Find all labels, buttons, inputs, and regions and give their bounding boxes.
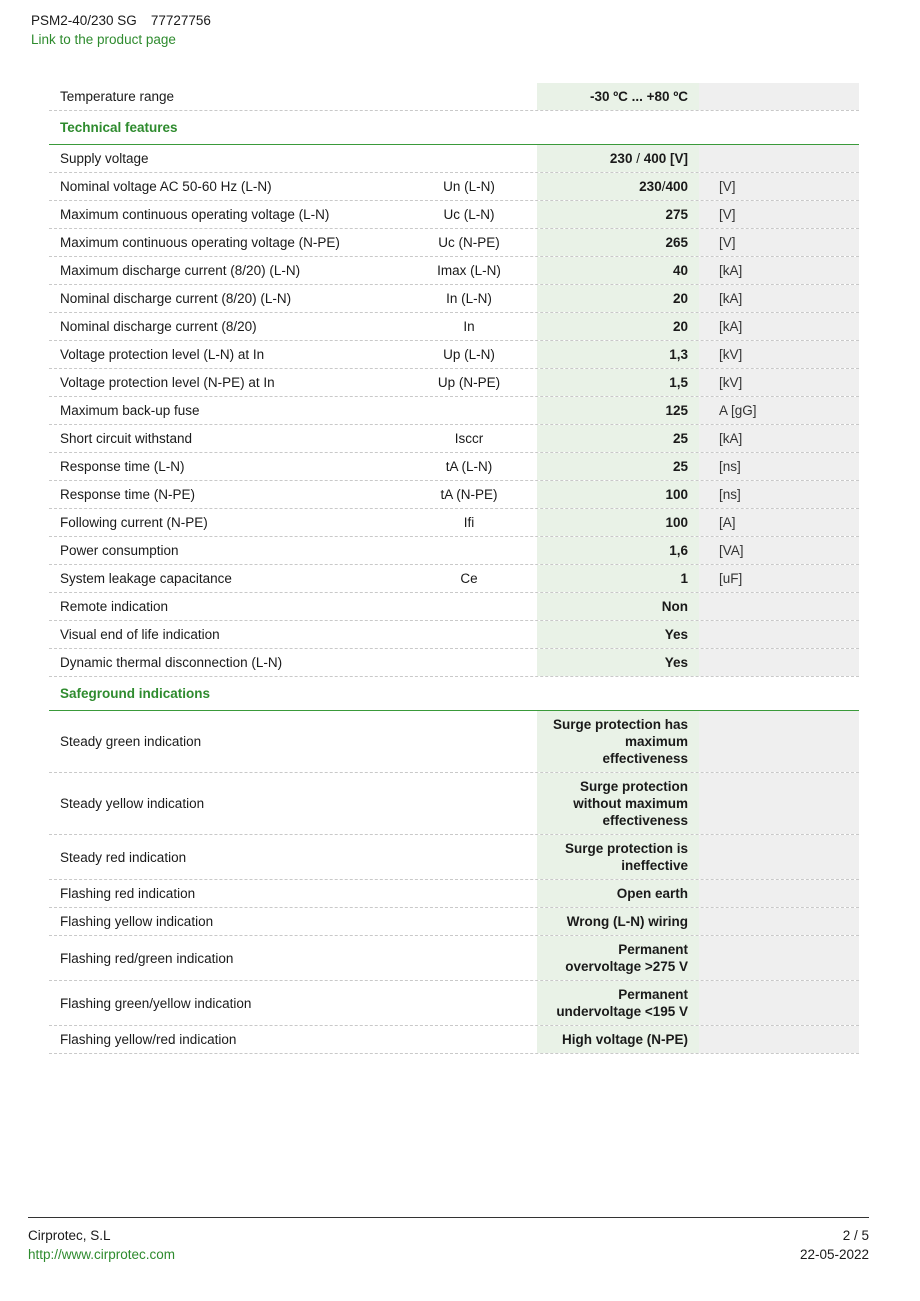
document-header: [31, 12, 211, 50]
indication-value: Surge protection without maximum effectiveness: [537, 773, 699, 834]
page-number: 2 / 5: [842, 1228, 869, 1243]
spec-row: [49, 621, 859, 649]
indication-row: [49, 773, 859, 835]
spec-value: Yes: [537, 621, 699, 648]
indication-label: Steady green indication: [60, 734, 202, 749]
spec-row: [49, 397, 859, 425]
indication-symbol: [401, 880, 537, 907]
indication-unit: [699, 1026, 859, 1053]
spec-label: Maximum back-up fuse: [60, 403, 200, 418]
spec-unit: [699, 83, 859, 110]
spec-label: Maximum discharge current (8/20) (L-N): [60, 263, 301, 278]
supply-voltage-row: [49, 145, 859, 173]
indication-symbol: [401, 936, 537, 980]
spec-unit: [699, 649, 859, 676]
supply-voltage-separator: /: [632, 151, 644, 166]
spec-symbol: [401, 83, 537, 110]
spec-label: Short circuit withstand: [60, 431, 193, 446]
spec-symbol: Up (N-PE): [437, 375, 501, 390]
spec-row: [49, 313, 859, 341]
indication-label: Flashing red indication: [60, 886, 196, 901]
indication-symbol: [401, 908, 537, 935]
spec-unit: [699, 145, 859, 172]
technical-features-heading: Technical features: [49, 111, 859, 145]
spec-row: [49, 257, 859, 285]
indication-symbol: [401, 711, 537, 772]
spec-unit: [kA]: [699, 285, 859, 312]
indication-unit: [699, 936, 859, 980]
spec-symbol: Up (L-N): [443, 347, 495, 362]
spec-symbol: Uc (N-PE): [438, 235, 500, 250]
indication-symbol: [401, 835, 537, 879]
spec-label: Nominal discharge current (8/20) (L-N): [60, 291, 292, 306]
footer-divider: [28, 1217, 869, 1218]
indication-label: Steady yellow indication: [60, 796, 205, 811]
spec-unit: [kV]: [699, 369, 859, 396]
indication-value: Wrong (L-N) wiring: [537, 908, 699, 935]
spec-unit: [A]: [699, 509, 859, 536]
spec-value: 25: [537, 425, 699, 452]
spec-unit: [V]: [699, 173, 859, 200]
spec-row: [49, 649, 859, 677]
spec-value: 125: [537, 397, 699, 424]
indication-unit: [699, 835, 859, 879]
spec-unit: [699, 593, 859, 620]
spec-value: [537, 173, 699, 200]
spec-unit: [ns]: [699, 481, 859, 508]
nominal-voltage-value-a: 230: [639, 179, 662, 194]
indication-symbol: [401, 981, 537, 1025]
company-url[interactable]: http://www.cirprotec.com: [28, 1247, 176, 1262]
spec-symbol: Uc (L-N): [443, 207, 495, 222]
spec-label: Remote indication: [60, 599, 169, 614]
spec-row: [49, 201, 859, 229]
document-date: 22-05-2022: [799, 1247, 869, 1262]
indication-unit: [699, 773, 859, 834]
spec-symbol: Un (L-N): [443, 179, 495, 194]
product-page-link[interactable]: Link to the product page: [31, 32, 176, 47]
spec-value: -30 ºC ... +80 ºC: [537, 83, 699, 110]
footer-right: [800, 1226, 869, 1264]
indication-unit: [699, 880, 859, 907]
indication-value: Permanent overvoltage >275 V: [537, 936, 699, 980]
indication-row: [49, 835, 859, 880]
product-title: [31, 12, 211, 30]
spec-symbol: tA (L-N): [445, 459, 493, 474]
safeground-indications-heading: Safeground indications: [49, 677, 859, 711]
indication-row: [49, 981, 859, 1026]
spec-label: Response time (L-N): [60, 459, 185, 474]
indication-label: Steady red indication: [60, 849, 187, 865]
nominal-voltage-row: [49, 173, 859, 201]
spec-label: Nominal discharge current (8/20): [60, 319, 257, 334]
spec-unit: [kA]: [699, 313, 859, 340]
spec-symbol: In (L-N): [446, 291, 492, 306]
spec-symbol: [401, 537, 537, 564]
spec-symbol: Isccr: [454, 431, 484, 446]
indication-label: Flashing yellow/red indication: [60, 1032, 237, 1047]
spec-row: [49, 453, 859, 481]
spec-unit: [VA]: [699, 537, 859, 564]
spec-label: Voltage protection level (L-N) at In: [60, 347, 265, 362]
spec-value: 100: [537, 509, 699, 536]
spec-value: 100: [537, 481, 699, 508]
indication-row: [49, 1026, 859, 1054]
spec-row: [49, 369, 859, 397]
spec-label: Following current (N-PE): [60, 515, 208, 530]
spec-row: [49, 481, 859, 509]
spec-unit: [kA]: [699, 257, 859, 284]
spec-symbol: tA (N-PE): [440, 487, 498, 502]
indication-value: Open earth: [537, 880, 699, 907]
spec-unit: [699, 621, 859, 648]
spec-symbol: [401, 593, 537, 620]
spec-value: 1,6: [537, 537, 699, 564]
spec-unit: [kV]: [699, 341, 859, 368]
spec-unit: [ns]: [699, 453, 859, 480]
spec-label: Temperature range: [60, 89, 175, 104]
indication-symbol: [401, 1026, 537, 1053]
spec-row: [49, 229, 859, 257]
spec-label: Maximum continuous operating voltage (L-N): [60, 207, 330, 222]
spec-value: Non: [537, 593, 699, 620]
indication-value: High voltage (N-PE): [537, 1026, 699, 1053]
indication-value: Surge protection is ineffective: [537, 835, 699, 879]
spec-value: 275: [537, 201, 699, 228]
spec-value: 20: [537, 285, 699, 312]
spec-sheet: [49, 83, 859, 1054]
indication-row: [49, 711, 859, 773]
spec-label: Dynamic thermal disconnection (L-N): [60, 655, 283, 670]
spec-value: 20: [537, 313, 699, 340]
spec-symbol: [401, 397, 537, 424]
spec-value: 1,3: [537, 341, 699, 368]
spec-value: 40: [537, 257, 699, 284]
indication-row: [49, 908, 859, 936]
indication-row: [49, 936, 859, 981]
spec-unit: [kA]: [699, 425, 859, 452]
spec-label: Power consumption: [60, 543, 179, 558]
indication-value: Permanent undervoltage <195 V: [537, 981, 699, 1025]
indication-label: Flashing green/yellow indication: [60, 995, 252, 1011]
spec-symbol: [401, 145, 537, 172]
indication-symbol: [401, 773, 537, 834]
product-code: PSM2-40/230 SG: [31, 13, 137, 28]
spec-symbol: [401, 649, 537, 676]
spec-row: [49, 565, 859, 593]
spec-row: [49, 509, 859, 537]
spec-row: [49, 425, 859, 453]
indication-unit: [699, 981, 859, 1025]
spec-symbol: Ce: [460, 571, 478, 586]
indication-row: [49, 880, 859, 908]
spec-label: Visual end of life indication: [60, 627, 220, 642]
spec-label: Voltage protection level (N-PE) at In: [60, 375, 275, 390]
product-number: 77727756: [150, 13, 211, 28]
spec-value: 265: [537, 229, 699, 256]
spec-symbol: Ifi: [463, 515, 475, 530]
spec-row: [49, 285, 859, 313]
spec-value: 1,5: [537, 369, 699, 396]
spec-symbol: [401, 621, 537, 648]
spec-label: System leakage capacitance: [60, 571, 232, 586]
spec-symbol: In: [463, 319, 475, 334]
temperature-row: [49, 83, 859, 111]
spec-unit: A [gG]: [699, 397, 859, 424]
indication-unit: [699, 711, 859, 772]
indication-label: Flashing yellow indication: [60, 914, 214, 929]
spec-label: Nominal voltage AC 50-60 Hz (L-N): [60, 179, 272, 194]
indication-label: Flashing red/green indication: [60, 950, 234, 966]
spec-value: [537, 145, 699, 172]
spec-value: 1: [537, 565, 699, 592]
spec-unit: [uF]: [699, 565, 859, 592]
spec-label: Response time (N-PE): [60, 487, 196, 502]
nominal-voltage-value-b: 400: [665, 179, 688, 194]
spec-unit: [V]: [699, 229, 859, 256]
indication-value: Surge protection has maximum effectiveness: [537, 711, 699, 772]
indication-unit: [699, 908, 859, 935]
nominal-voltage-separator: /: [661, 179, 666, 194]
supply-voltage-value-a: 230: [609, 151, 633, 166]
supply-voltage-value-b: 400 [V]: [643, 151, 688, 166]
spec-symbol: Imax (L-N): [437, 263, 501, 278]
company-name: Cirprotec, S.L: [28, 1228, 111, 1243]
spec-value: Yes: [537, 649, 699, 676]
spec-unit: [V]: [699, 201, 859, 228]
spec-row: [49, 593, 859, 621]
spec-row: [49, 341, 859, 369]
spec-value: 25: [537, 453, 699, 480]
spec-row: [49, 537, 859, 565]
spec-label: Maximum continuous operating voltage (N-PE): [60, 235, 340, 250]
spec-label: Supply voltage: [60, 151, 149, 166]
footer-left: [28, 1226, 175, 1264]
